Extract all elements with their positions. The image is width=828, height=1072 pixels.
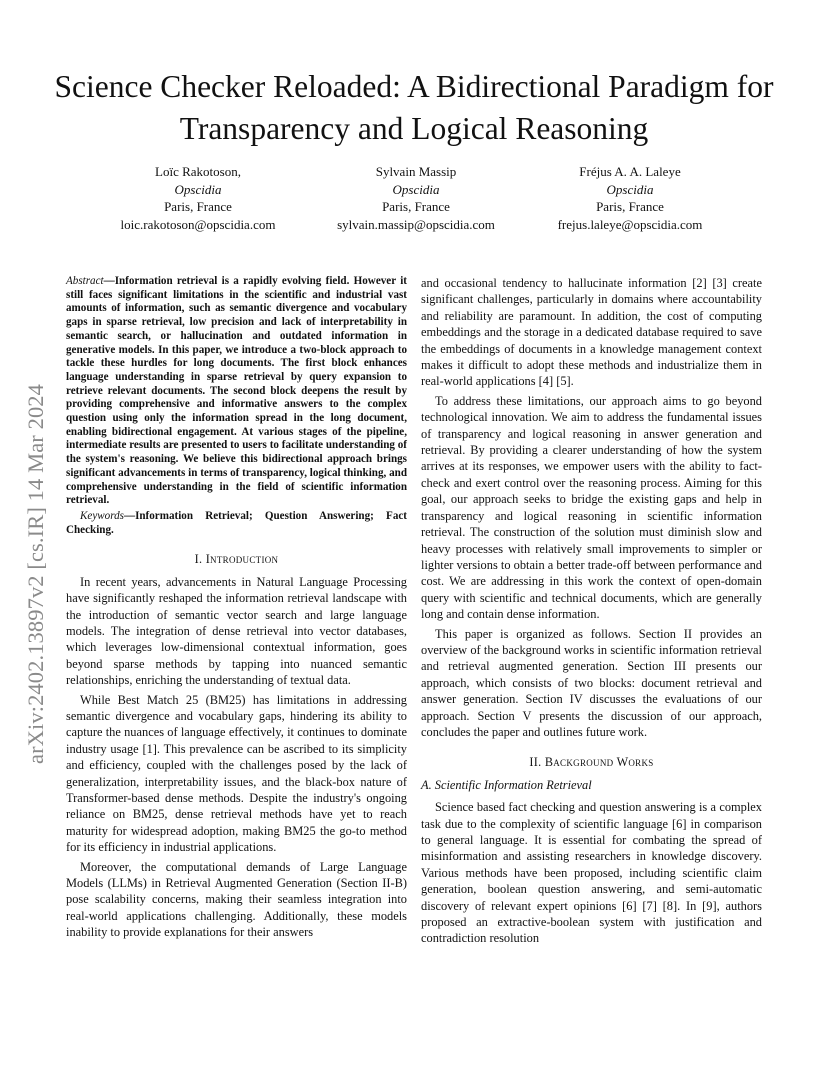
- section-heading-introduction: I. Introduction: [194, 552, 279, 567]
- keywords: [66, 510, 407, 537]
- author-affiliation: Opscidia: [606, 181, 654, 197]
- keywords-lead: Keywords: [80, 509, 124, 522]
- paragraph: and occasional tendency to hallucinate information [2] [3] create significant challenges, particularly in domains where accountability and reliability are paramount. In addition, the cost of computing embeddings and the storage in a dedicated database required to save the embeddings of documents in a knowledge management context makes it difficult to adopt these methods and industrialize them in real-world applications [4] [5].: [421, 276, 762, 389]
- author-affiliation: Opscidia: [174, 181, 222, 197]
- author-name: Fréjus A. A. Laleye: [579, 164, 681, 179]
- abstract: [66, 275, 407, 508]
- author-name: Sylvain Massip: [375, 164, 457, 179]
- paragraph: While Best Match 25 (BM25) has limitations in addressing semantic divergence and vocabulary gaps, hindering its ability to capture the nuances of language effectively, it continues to dominate industry usage [1]. This prevalence can be ascribed to its simplicity and efficiency, coupled with the challenges posed by the lack of generalization, interpretability issues, and the black-box nature of Transformer-based dense methods. Despite the industry's ongoing reliance on BM25, dense retrieval methods have yet to reach maturity for widespread adoption, making BM25 the go-to method for its efficiency in industrial applications.: [66, 692, 407, 855]
- author-email: sylvain.massip@opscidia.com: [337, 216, 495, 232]
- abstract-text: —Information retrieval is a rapidly evolving field. However it still faces significant limitations in the scientific and industrial vast amounts of information, such as semantic divergence and vocabulary gaps in sparse retrieval, low precision and lack of interpretability in semantic search, or hallucination and outdated information in generative models. In this paper, we introduce a two-block approach to tackle these hurdles for long documents. The first block enhances language understanding in sparse retrieval by query expansion to retrieve relevant documents. The second block deepens the result by providing comprehensive and informative answers to the complex question using only the information spread in the long document, enabling bidirectional engagement. At various stages of the pipeline, intermediate results are presented to users to facilitate understanding of the system's reasoning. We believe this bidirectional approach brings significant advancements in terms of transparency, logical thinking, and comprehensive understanding in the field of scientific information retrieval.: [66, 275, 407, 507]
- paper-title: Science Checker Reloaded: A Bidirectional Paradigm for Transparency and Logical Reasoning: [54, 69, 774, 146]
- author-location: Paris, France: [164, 199, 232, 214]
- paragraph: Science based fact checking and question answering is a complex task due to the complexity of scientific language [6] in comparison to general language. It is essential for combating the spread of misinformation and assisting researchers in knowledge discovery. Various methods have been proposed, including scientific claim generation, boolean question answering, and semi-automatic discovery of relevant expert opinions [6] [7] [8]. In [9], authors proposed an extractive-boolean system with justification and contradiction resolution: [421, 800, 762, 946]
- author-name: Loïc Rakotoson,: [155, 164, 241, 179]
- author-location: Paris, France: [596, 199, 664, 214]
- paragraph: In recent years, advancements in Natural Language Processing have significantly reshaped the information retrieval landscape with the introduction of semantic vector search and large language models. The integration of dense retrieval into vector databases, which leverages low-dimensional contextual information, goes beyond sparse methods by tapping into nuanced semantic relationships, enriching the understanding of textual data.: [66, 574, 407, 688]
- keywords-text: —Information Retrieval; Question Answering; Fact Checking.: [66, 509, 407, 536]
- author-block-1: [88, 163, 308, 233]
- right-column: [421, 275, 762, 947]
- author-block-2: [306, 163, 526, 233]
- abstract-lead: Abstract: [66, 275, 104, 287]
- author-email: loic.rakotoson@opscidia.com: [120, 216, 276, 232]
- author-email: frejus.laleye@opscidia.com: [557, 216, 703, 232]
- paragraph: Moreover, the computational demands of Large Language Models (LLMs) in Retrieval Augmented Generation (Section II-B) pose scalability concerns, making their seamless integration into real-world applications challenging. Additionally, these models inability to provide explanations for their answers: [66, 859, 407, 940]
- subsection-heading: A. Scientific Information Retrieval: [421, 777, 592, 792]
- left-column: [66, 275, 407, 941]
- section-heading-background: II. Background Works: [529, 755, 654, 770]
- paragraph: This paper is organized as follows. Section II provides an overview of the background works in scientific information retrieval and retrieval augmented generation. Section III presents our approach, which consists of two blocks: document retrieval and answer generation. Section IV discusses the evaluations of our approach. Section V presents the discussion of our approach, concludes the paper and outlines future work.: [421, 626, 762, 739]
- paragraph: To address these limitations, our approach aims to go beyond technological innovation. We aim to address the fundamental issues of transparency and logical reasoning in answer generation and retrieval. By providing a clearer understanding of how the system arrives at its responses, we empower users with the ability to fact-check and exert control over the reasoning process. Aiming for this goal, our approach seeks to bridge the existing gaps and help in transparency and logical reasoning in scientific information retrieval. The construction of the solution must diminish slow and heavy processes with relatively small improvements to simpler or lighter versions to obtain a better trade-off between performance and cost. We are addressing in this work the context of open-domain query with scientific and technical documents, which are generally long and contain dense information.: [421, 393, 762, 622]
- author-affiliation: Opscidia: [392, 181, 440, 197]
- author-location: Paris, France: [382, 199, 450, 214]
- author-block-3: [520, 163, 740, 233]
- arxiv-identifier: arXiv:2402.13897v2 [cs.IR] 14 Mar 2024: [23, 384, 48, 764]
